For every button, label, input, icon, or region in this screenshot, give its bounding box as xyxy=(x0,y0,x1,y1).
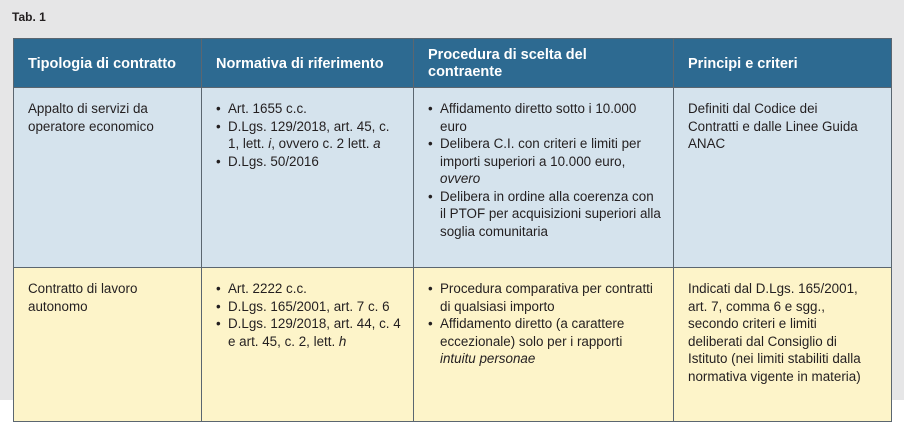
list-item xyxy=(428,280,661,315)
cell-normativa xyxy=(202,268,414,422)
list-item xyxy=(216,100,401,118)
list-item xyxy=(428,135,661,188)
header-tipologia: Tipologia di contratto xyxy=(14,39,202,88)
list-item xyxy=(428,315,661,368)
header-procedura-label: Procedura di scelta del contraente xyxy=(428,47,587,80)
normativa-list xyxy=(216,280,401,350)
list-item xyxy=(216,315,401,350)
list-item-text: D.Lgs. 129/2018, art. 44, c. 4 e art. 45, c. 2, lett. xyxy=(228,316,401,349)
table-row xyxy=(14,268,892,422)
list-item-italic: h xyxy=(338,333,347,349)
list-item-text: Affidamento diretto (a carattere eccezionale) solo per i rapporti xyxy=(440,316,625,349)
list-item-italic: i xyxy=(268,136,272,151)
tipologia-text: Appalto di servizi da operatore economico xyxy=(28,101,154,134)
header-procedura xyxy=(414,39,674,88)
list-item-text: Delibera C.I. con criteri e limiti per importi superiori a 10.000 euro, xyxy=(440,136,641,169)
procedura-list xyxy=(428,100,661,240)
cell-tipologia xyxy=(14,268,202,422)
list-item xyxy=(216,280,401,298)
normativa-list xyxy=(216,100,401,170)
cell-procedura xyxy=(414,88,674,268)
cell-principi xyxy=(674,88,892,268)
list-item xyxy=(428,188,661,241)
table-row xyxy=(14,88,892,268)
tipologia-text: Contratto di lavoro autonomo xyxy=(28,281,138,314)
cell-tipologia xyxy=(14,88,202,268)
contracts-table xyxy=(13,38,892,422)
list-item-text: D.Lgs. 129/2018, art. 45, c. 1, lett. xyxy=(228,118,390,151)
table-caption: Tab. 1 xyxy=(12,10,46,24)
list-item-italic: a xyxy=(373,136,381,151)
list-item-text: Affidamento diretto sotto i 10.000 euro xyxy=(440,101,637,134)
table-header-row xyxy=(14,39,892,88)
list-item-italic: intuitu personae xyxy=(440,351,536,366)
list-item-text: D.Lgs. 165/2001, art. 7 c. 6 xyxy=(228,298,390,314)
list-item-text: Art. 1655 c.c. xyxy=(228,101,307,116)
list-item-text: Art. 2222 c.c. xyxy=(228,281,307,296)
list-item xyxy=(428,100,661,135)
header-principi: Principi e criteri xyxy=(674,39,892,88)
header-normativa: Normativa di riferimento xyxy=(202,39,414,88)
cell-normativa xyxy=(202,88,414,268)
list-item xyxy=(216,298,401,316)
principi-text: Indicati dal D.Lgs. 165/2001, art. 7, comma 6 e sgg., secondo criteri e limiti deliberati dal Consiglio di Istituto (nei limiti stabiliti dalla normativa vigente in materia) xyxy=(688,281,861,384)
list-item-text: , ovvero c. 2 lett. xyxy=(271,136,374,151)
list-item xyxy=(216,153,401,171)
procedura-list xyxy=(428,280,661,368)
cell-principi xyxy=(674,268,892,422)
list-item xyxy=(216,118,401,153)
list-item-italic: ovvero xyxy=(440,171,481,186)
list-item-text: D.Lgs. 50/2016 xyxy=(228,153,319,169)
list-item-text: Procedura comparativa per contratti di qualsiasi importo xyxy=(440,281,653,314)
cell-procedura xyxy=(414,268,674,422)
principi-text: Definiti dal Codice dei Contratti e dalle Linee Guida ANAC xyxy=(688,101,858,151)
list-item-text: Delibera in ordine alla coerenza con il PTOF per acquisizioni superiori alla soglia comunitaria xyxy=(440,188,661,239)
